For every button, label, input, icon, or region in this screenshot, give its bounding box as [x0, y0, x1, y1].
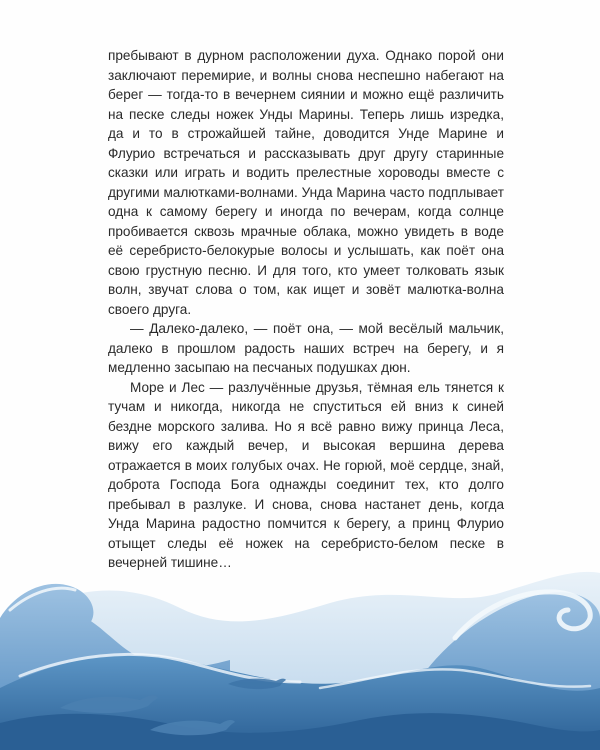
story-text [108, 46, 504, 573]
paragraph-2: — Далеко-далеко, — поёт она, — мой весёлый мальчик, далеко в прошлом радость наших встреч на берегу, и я медленно засыпаю на песчаных подушках дюн. [108, 321, 504, 375]
paragraph-3: Море и Лес — разлучённые друзья, тёмная ель тянется к тучам и никогда, никогда не спуститься ей вниз к синей бездне морского залива. Но я всё равно вижу принца Леса, вижу его каждый вечер, и высокая вершина дерева отражается в моих голубых очах. Не горюй, моё сердце, знай, доброта Господа Бога однажды соединит тех, кто долго пребывал в разлуке. И снова, снова настанет день, когда Унда Марина радостно помчится к берегу, а принц Флурио отыщет следы её ножек на серебристо-белом песке в вечерней тишине… [108, 379, 504, 570]
paragraph-1: пребывают в дурном расположении духа. Однако порой они заключают перемирие, и волны снова неспешно набегают на берег — тогда-то в вечернем сиянии и можно ещё различить на песке следы ножек Унды Марины. Теперь лишь изредка, да и то в строжайшей тайне, доводится Унде Марине и Флурио встречаться и рассказывать друг другу старинные сказки или играть и водить прелестные хороводы вместе с другими малютками-волнами. Унда Марина часто подплывает одна к самому берегу и иногда по вечерам, когда солнце пробивается сквозь мрачные облака, можно увидеть в воде её серебристо-белокурые волосы и услышать, как поёт она свою грустную песню. И для того, кто умеет толковать язык волн, звучат слова о том, как ищет и зовёт малютка-волна своего друга. [108, 48, 504, 317]
wave-illustration [0, 548, 600, 750]
